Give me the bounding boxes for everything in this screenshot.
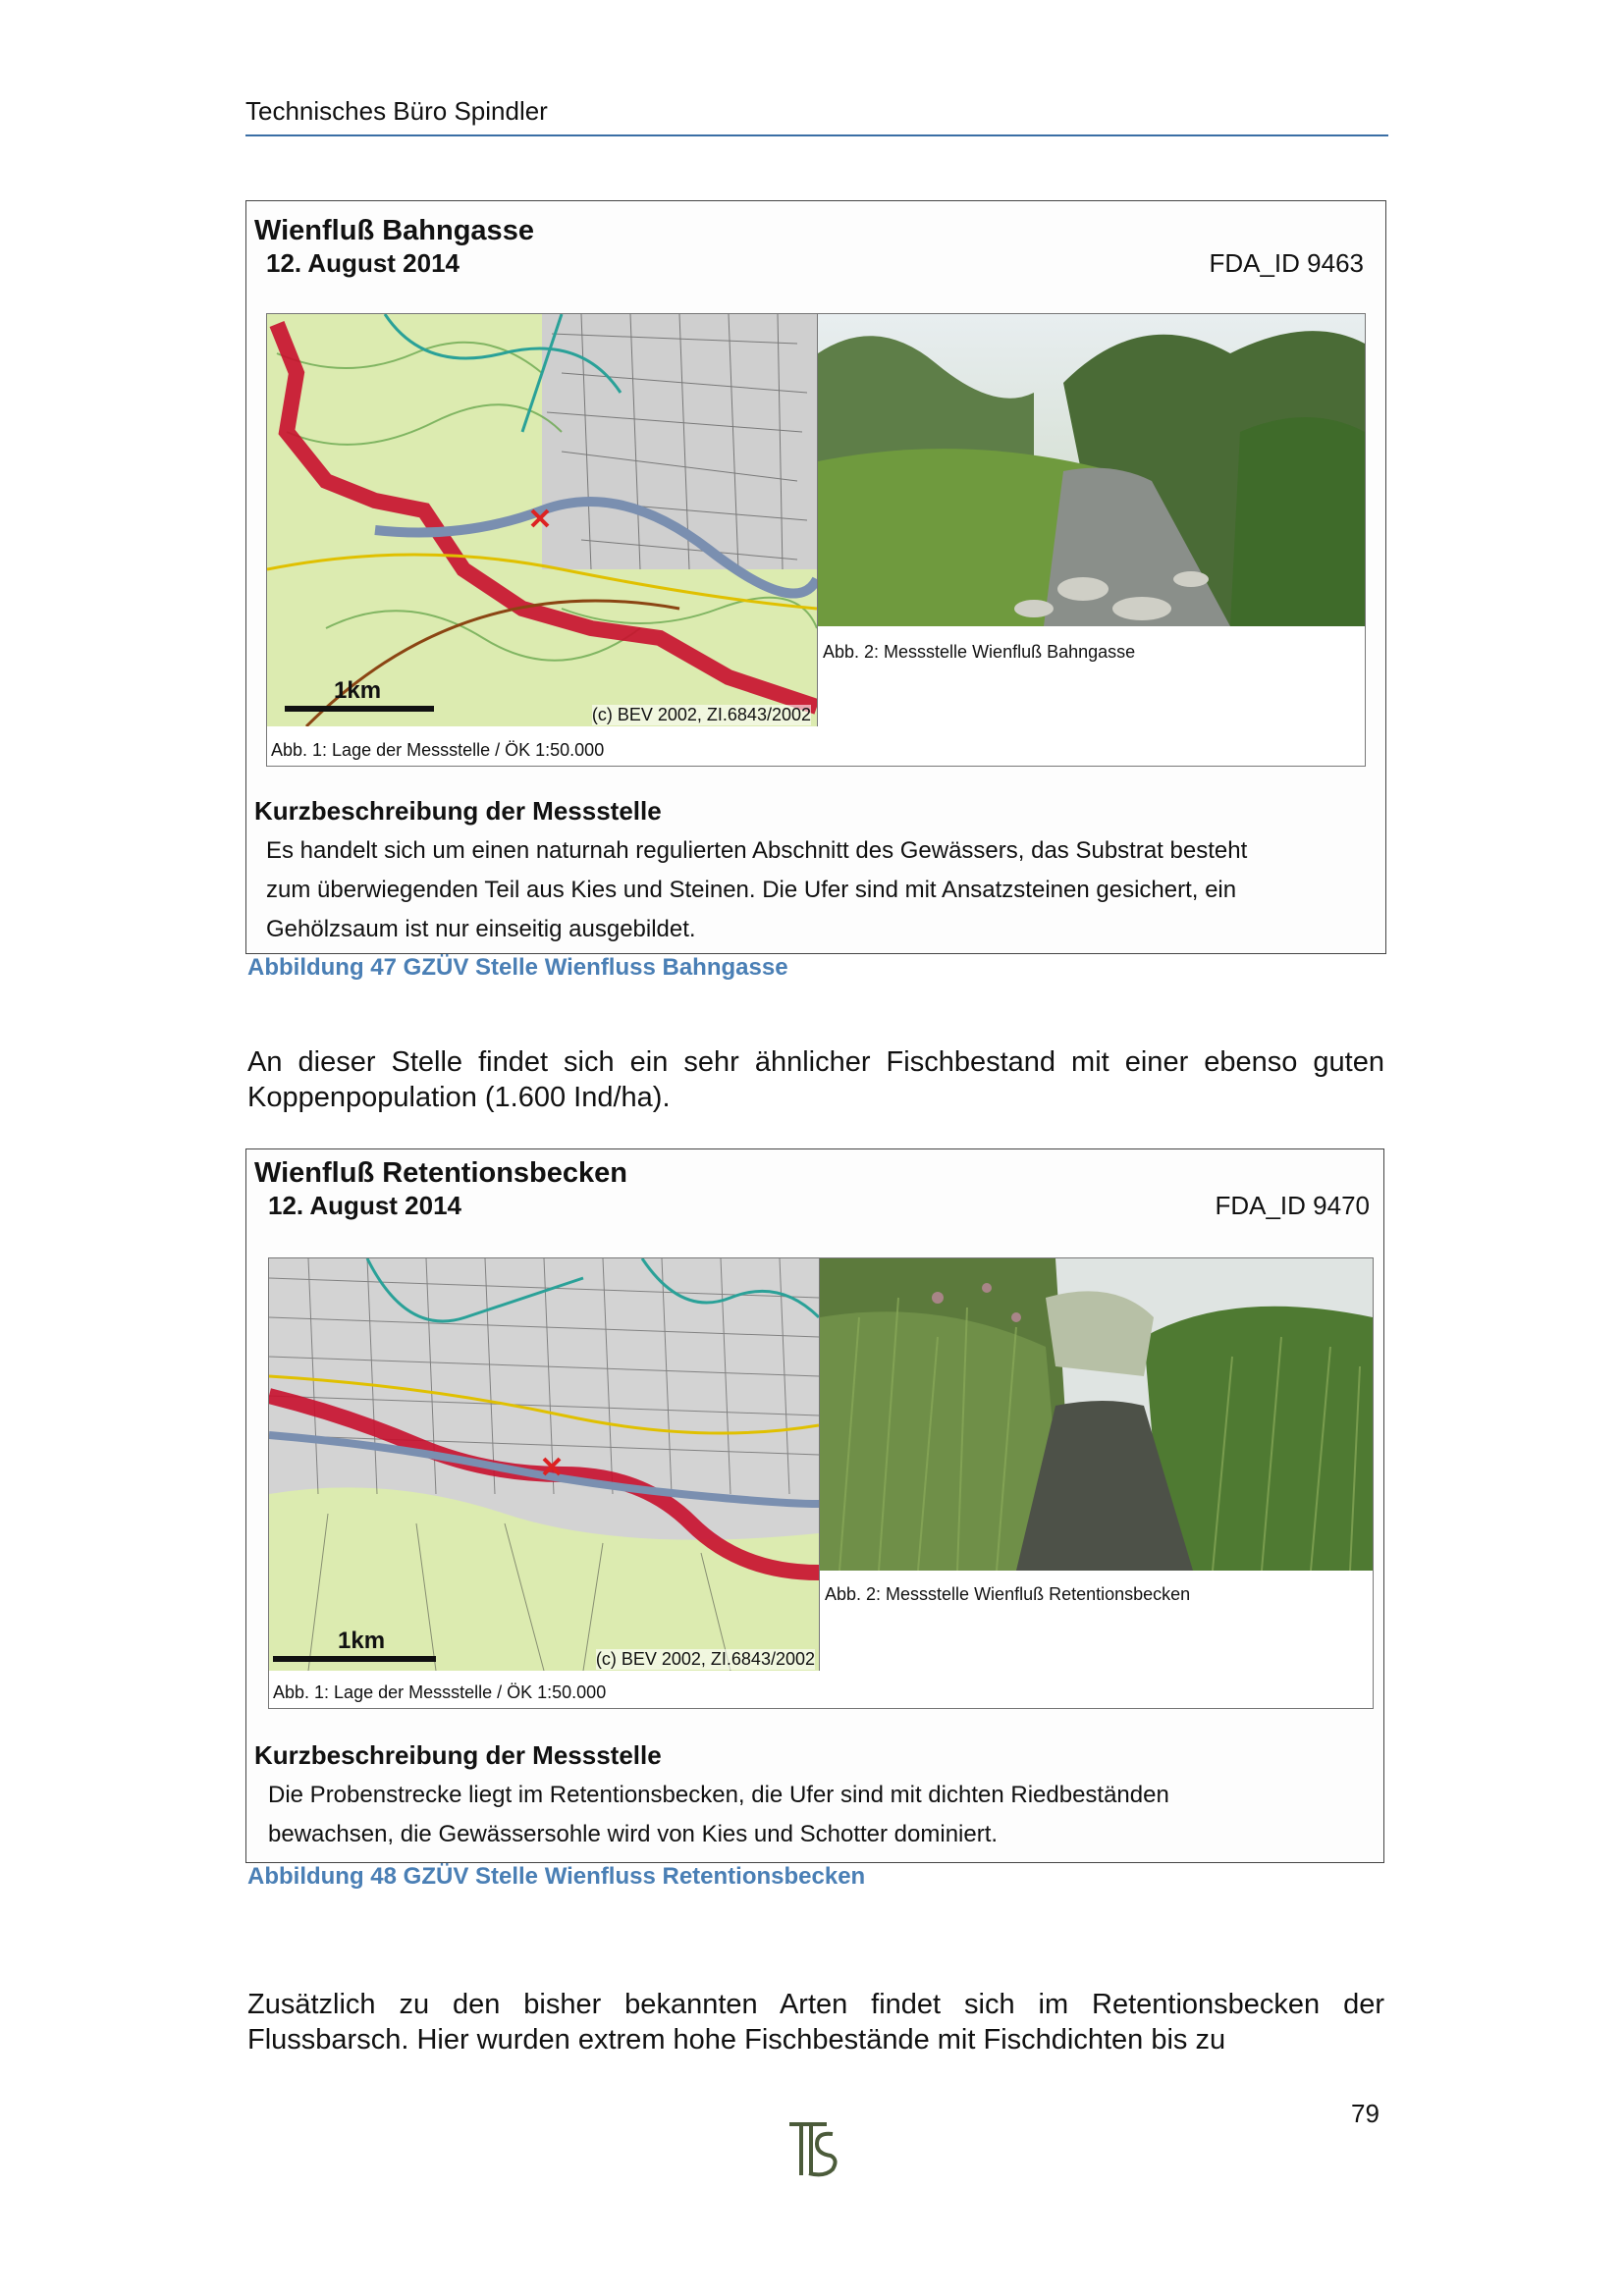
description-line: Die Probenstrecke liegt im Retentionsbecken, die Ufer sind mit dichten Riedbeständen	[268, 1782, 1169, 1808]
header-title: Technisches Büro Spindler	[245, 96, 548, 126]
description-title: Kurzbeschreibung der Messstelle	[254, 1740, 662, 1770]
location-map	[269, 1258, 820, 1671]
figure-caption: Abbildung 48 GZÜV Stelle Wienfluss Retentionsbecken	[247, 1863, 866, 1890]
figure-panel	[268, 1257, 1374, 1709]
description-title: Kurzbeschreibung der Messstelle	[254, 796, 662, 826]
figure-bahngasse	[245, 200, 1386, 954]
site-photo	[820, 1258, 1373, 1571]
figure-panel	[266, 313, 1366, 767]
body-paragraph: An dieser Stelle findet sich ein sehr ähnlicher Fischbestand mit einer ebenso guten Koppenpopulation (1.600 Ind/ha).	[247, 1046, 1384, 1113]
figure-date: 12. August 2014	[266, 248, 460, 278]
figure-caption: Abbildung 47 GZÜV Stelle Wienfluss Bahngasse	[247, 954, 788, 981]
description-line: Gehölzsaum ist nur einseitig ausgebildet.	[266, 916, 696, 942]
description-text	[266, 831, 1376, 949]
location-map	[267, 314, 818, 726]
description-line: bewachsen, die Gewässersohle wird von Kies und Schotter dominiert.	[268, 1821, 999, 1847]
description-line: zum überwiegenden Teil aus Kies und Steinen. Die Ufer sind mit Ansatzsteinen gesichert, ein	[266, 877, 1237, 903]
figure-fda-id: FDA_ID 9470	[1215, 1191, 1370, 1220]
map-copyright: (c) BEV 2002, ZI.6843/2002	[595, 1649, 815, 1669]
map-caption: Abb. 1: Lage der Messstelle / ÖK 1:50.000	[273, 1682, 607, 1702]
map-scale-label: 1km	[334, 677, 382, 704]
map-caption: Abb. 1: Lage der Messstelle / ÖK 1:50.000	[271, 740, 605, 760]
figure-fda-id: FDA_ID 9463	[1209, 248, 1364, 278]
page-number: 79	[1351, 2099, 1380, 2128]
figure-title: Wienfluß Bahngasse	[254, 215, 534, 246]
map-scale-label: 1km	[338, 1628, 386, 1654]
company-logo	[787, 2120, 840, 2184]
photo-caption: Abb. 2: Messstelle Wienfluß Bahngasse	[823, 642, 1136, 662]
description-text	[268, 1776, 1378, 1854]
site-photo	[818, 314, 1365, 626]
map-copyright: (c) BEV 2002, ZI.6843/2002	[591, 705, 811, 724]
page-header	[245, 96, 1388, 136]
body-paragraph: Zusätzlich zu den bisher bekannten Arten findet sich im Retentionsbecken der Flussbarsch. Hier wurden extrem hohe Fischbestände mit Fischdichten bis zu	[247, 1989, 1384, 2056]
photo-caption: Abb. 2: Messstelle Wienfluß Retentionsbecken	[825, 1584, 1191, 1604]
figure-date: 12. August 2014	[268, 1191, 462, 1220]
figure-title: Wienfluß Retentionsbecken	[254, 1157, 628, 1189]
figure-retentionsbecken	[245, 1148, 1384, 1863]
description-line: Es handelt sich um einen naturnah regulierten Abschnitt des Gewässers, das Substrat besteht	[266, 837, 1248, 864]
